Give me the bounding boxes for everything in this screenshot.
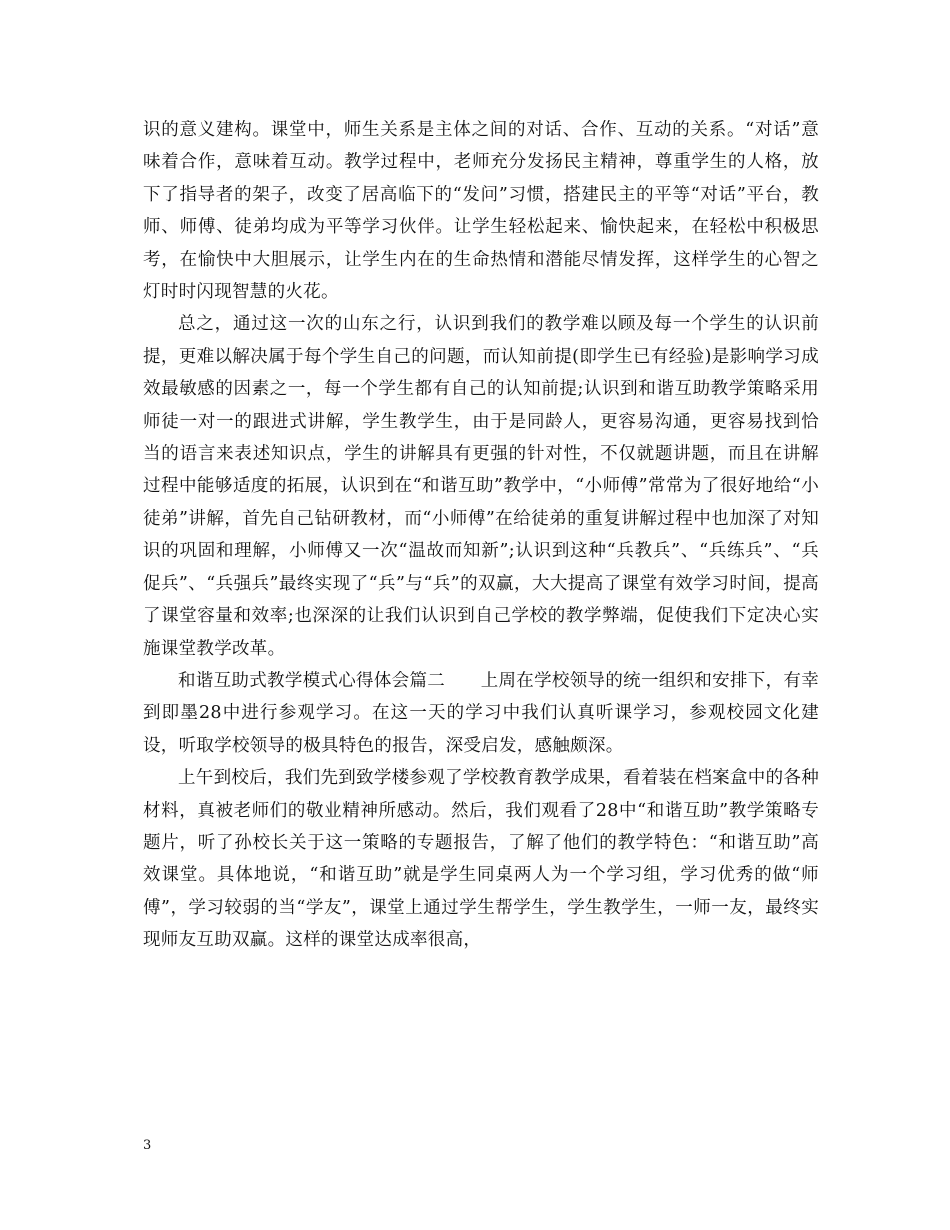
body-text xyxy=(143,114,819,957)
paragraph-summary: 总之，通过这一次的山东之行，认识到我们的教学难以顾及每一个学生的认识前提，更难以解决属于每个学生自己的问题，而认知前提(即学生已有经验)是影响学习成效最敏感的因素之一，每一个学生都有自己的认知前提;认识到和谐互助教学策略采用师徒一对一的跟进式讲解，学生教学生，由于是同龄人，更容易沟通，更容易找到恰当的语言来表述知识点，学生的讲解具有更强的针对性，不仅就题讲题，而且在讲解过程中能够适度的拓展，认识到在“和谐互助”教学中，“小师傅”常常为了很好地给“小徒弟”讲解，首先自己钻研教材，而“小师傅”在给徒弟的重复讲解过程中也加深了对知识的巩固和理解，小师傅又一次“温故而知新”;认识到这种“兵教兵”、“兵练兵”、“兵促兵”、“兵强兵”最终实现了“兵”与“兵”的双赢，大大提高了课堂有效学习时间，提高了课堂容量和效率;也深深的让我们认识到自己学校的教学弊端，促使我们下定决心实施课堂教学改革。 xyxy=(143,314,819,659)
paragraph-morning-visit: 上午到校后，我们先到致学楼参观了学校教育教学成果，看着装在档案盒中的各种材料，真被老师们的敬业精神所感动。然后，我们观看了28中“和谐互助”教学策略专题片，听了孙校长关于这一策略的专题报告，了解了他们的教学特色：“和谐互助”高效课堂。具体地说，“和谐互助”就是学生同桌两人为一个学习组，学习优秀的做“师傅”，学习较弱的当“学友”，课堂上通过学生帮学生，学生教学生，一师一友，最终实现师友互助双赢。这样的课堂达成率很高， xyxy=(143,768,819,951)
paragraph-section-two-intro: 和谐互助式教学模式心得体会篇二 上周在学校领导的统一组织和安排下，有幸到即墨28中进行参观学习。在这一天的学习中我们认真听课学习，参观校园文化建设，听取学校领导的极具特色的报告，深受启发，感触颇深。 xyxy=(143,670,819,756)
paragraph-continuation: 识的意义建构。课堂中，师生关系是主体之间的对话、合作、互动的关系。“对话”意味着合作，意味着互动。教学过程中，老师充分发扬民主精神，尊重学生的人格，放下了指导者的架子，改变了居高临下的“发问”习惯，搭建民主的平等“对话”平台，教师、师傅、徒弟均成为平等学习伙伴。让学生轻松起来、愉快起来，在轻松中积极思考，在愉快中大胆展示，让学生内在的生命热情和潜能尽情发挥，这样学生的心智之灯时时闪现智慧的火花。 xyxy=(143,120,819,303)
page-number: 3 xyxy=(143,1138,152,1153)
